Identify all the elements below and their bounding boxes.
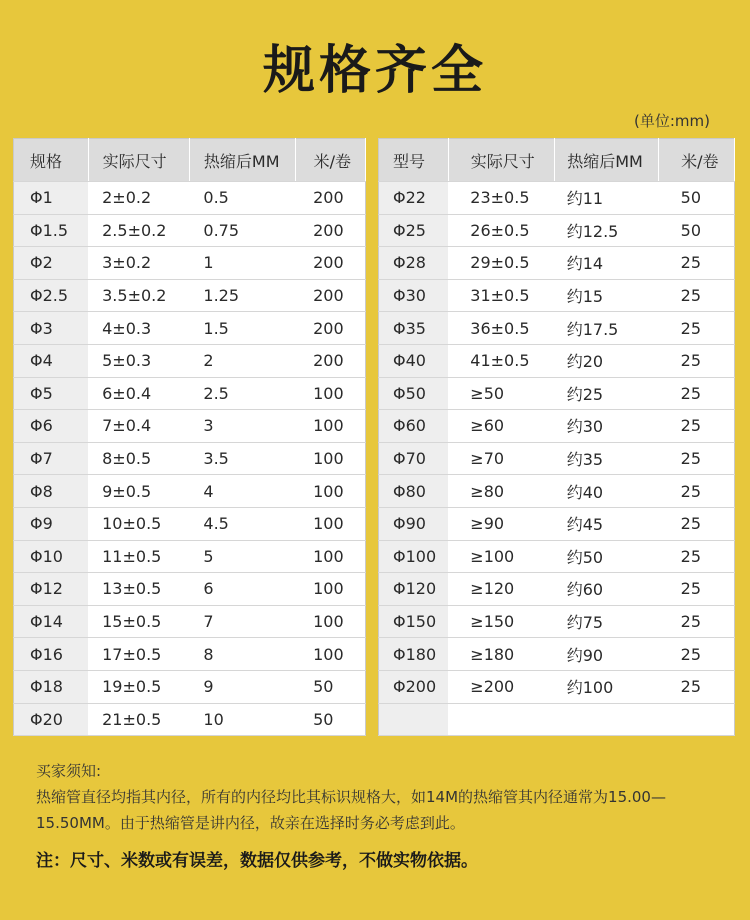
table-cell: 21±0.5 bbox=[88, 703, 189, 736]
table-cell: 36±0.5 bbox=[448, 312, 554, 345]
table-cell: Φ50 bbox=[379, 377, 449, 410]
table-cell: 25 bbox=[659, 605, 735, 638]
table-cell: Φ10 bbox=[14, 540, 89, 573]
table-cell: 约45 bbox=[555, 507, 659, 540]
table-cell: Φ180 bbox=[379, 638, 449, 671]
table-cell: 200 bbox=[295, 312, 365, 345]
table-cell: Φ30 bbox=[379, 279, 449, 312]
table-cell: 100 bbox=[295, 573, 365, 606]
table-cell: 10±0.5 bbox=[88, 507, 189, 540]
table-cell: 约20 bbox=[555, 344, 659, 377]
table-cell: 41±0.5 bbox=[448, 344, 554, 377]
table-row bbox=[379, 344, 735, 377]
table-cell: 25 bbox=[659, 540, 735, 573]
table-cell: ≥50 bbox=[448, 377, 554, 410]
unit-label: (单位:mm) bbox=[634, 112, 710, 130]
column-header-actual-size: 实际尺寸 bbox=[448, 139, 554, 182]
table-cell: 25 bbox=[659, 279, 735, 312]
table-cell: 0.5 bbox=[189, 182, 295, 215]
table-cell: Φ6 bbox=[14, 410, 89, 443]
table-cell: ≥120 bbox=[448, 573, 554, 606]
column-header-meters-per-roll: 米/卷 bbox=[659, 139, 735, 182]
table-cell: 3.5 bbox=[189, 442, 295, 475]
table-cell: 约40 bbox=[555, 475, 659, 508]
table-row bbox=[379, 182, 735, 215]
table-row bbox=[379, 540, 735, 573]
table-header-row bbox=[379, 139, 735, 182]
table-cell: 约90 bbox=[555, 638, 659, 671]
table-cell: 5 bbox=[189, 540, 295, 573]
table-cell: Φ8 bbox=[14, 475, 89, 508]
table-cell: ≥90 bbox=[448, 507, 554, 540]
table-cell bbox=[659, 703, 735, 736]
column-header-actual-size: 实际尺寸 bbox=[88, 139, 189, 182]
table-cell: 约75 bbox=[555, 605, 659, 638]
table-cell: 100 bbox=[295, 638, 365, 671]
table-cell: ≥180 bbox=[448, 638, 554, 671]
table-row bbox=[14, 410, 366, 443]
table-cell: Φ18 bbox=[14, 670, 89, 703]
table-cell: 约11 bbox=[555, 182, 659, 215]
table-cell: 100 bbox=[295, 377, 365, 410]
table-cell: 25 bbox=[659, 410, 735, 443]
spec-table-left bbox=[13, 138, 366, 736]
table-row bbox=[14, 475, 366, 508]
table-cell bbox=[379, 703, 449, 736]
table-cell: 17±0.5 bbox=[88, 638, 189, 671]
table-cell: Φ2 bbox=[14, 247, 89, 280]
table-cell: 3±0.2 bbox=[88, 247, 189, 280]
table-cell: 200 bbox=[295, 344, 365, 377]
table-cell: Φ4 bbox=[14, 344, 89, 377]
table-cell: 9 bbox=[189, 670, 295, 703]
table-cell: 100 bbox=[295, 605, 365, 638]
table-cell: 100 bbox=[295, 442, 365, 475]
table-cell: 200 bbox=[295, 182, 365, 215]
table-cell: 约35 bbox=[555, 442, 659, 475]
buyer-notes bbox=[36, 758, 726, 836]
table-row bbox=[14, 638, 366, 671]
table-row bbox=[379, 442, 735, 475]
table-cell: 3.5±0.2 bbox=[88, 279, 189, 312]
table-cell: 25 bbox=[659, 573, 735, 606]
table-cell: 4±0.3 bbox=[88, 312, 189, 345]
table-cell: 7±0.4 bbox=[88, 410, 189, 443]
table-cell: 2±0.2 bbox=[88, 182, 189, 215]
table-row bbox=[14, 442, 366, 475]
table-cell: Φ1.5 bbox=[14, 214, 89, 247]
table-row bbox=[14, 507, 366, 540]
table-row bbox=[379, 703, 735, 736]
table-cell: 25 bbox=[659, 344, 735, 377]
table-row bbox=[379, 377, 735, 410]
table-cell: 15±0.5 bbox=[88, 605, 189, 638]
spec-table-right bbox=[378, 138, 735, 736]
table-row bbox=[379, 670, 735, 703]
table-cell: 7 bbox=[189, 605, 295, 638]
table-cell: 0.75 bbox=[189, 214, 295, 247]
table-cell: 约30 bbox=[555, 410, 659, 443]
table-cell: 10 bbox=[189, 703, 295, 736]
table-cell: 50 bbox=[659, 214, 735, 247]
column-header-meters-per-roll: 米/卷 bbox=[295, 139, 365, 182]
table-cell: ≥80 bbox=[448, 475, 554, 508]
table-cell: 2.5 bbox=[189, 377, 295, 410]
table-cell: Φ25 bbox=[379, 214, 449, 247]
table-row bbox=[379, 410, 735, 443]
table-cell: 约15 bbox=[555, 279, 659, 312]
table-cell: Φ1 bbox=[14, 182, 89, 215]
table-cell: 25 bbox=[659, 638, 735, 671]
table-row bbox=[14, 377, 366, 410]
table-cell bbox=[448, 703, 554, 736]
table-cell: 50 bbox=[295, 703, 365, 736]
table-cell: Φ35 bbox=[379, 312, 449, 345]
notes-heading: 买家须知: bbox=[36, 762, 102, 780]
table-cell: Φ60 bbox=[379, 410, 449, 443]
table-cell: 约25 bbox=[555, 377, 659, 410]
table-cell: 1.25 bbox=[189, 279, 295, 312]
table-cell: Φ2.5 bbox=[14, 279, 89, 312]
table-cell: 6±0.4 bbox=[88, 377, 189, 410]
table-cell: 26±0.5 bbox=[448, 214, 554, 247]
table-row bbox=[14, 214, 366, 247]
table-cell: 19±0.5 bbox=[88, 670, 189, 703]
table-cell: 100 bbox=[295, 475, 365, 508]
table-row bbox=[379, 507, 735, 540]
table-cell: 23±0.5 bbox=[448, 182, 554, 215]
table-cell: 11±0.5 bbox=[88, 540, 189, 573]
table-cell: 100 bbox=[295, 410, 365, 443]
column-header-model: 型号 bbox=[379, 139, 449, 182]
table-cell: 200 bbox=[295, 214, 365, 247]
table-cell: Φ150 bbox=[379, 605, 449, 638]
table-cell: Φ9 bbox=[14, 507, 89, 540]
table-row bbox=[14, 703, 366, 736]
table-cell: Φ14 bbox=[14, 605, 89, 638]
table-cell: 约60 bbox=[555, 573, 659, 606]
table-cell: 4 bbox=[189, 475, 295, 508]
table-row bbox=[14, 344, 366, 377]
table-cell: ≥60 bbox=[448, 410, 554, 443]
table-row bbox=[379, 605, 735, 638]
table-cell: Φ100 bbox=[379, 540, 449, 573]
table-cell: 25 bbox=[659, 475, 735, 508]
table-row bbox=[379, 279, 735, 312]
table-cell: Φ70 bbox=[379, 442, 449, 475]
table-cell: 13±0.5 bbox=[88, 573, 189, 606]
table-cell: Φ5 bbox=[14, 377, 89, 410]
table-cell: 200 bbox=[295, 247, 365, 280]
table-cell: ≥200 bbox=[448, 670, 554, 703]
table-cell: 2 bbox=[189, 344, 295, 377]
table-cell: Φ16 bbox=[14, 638, 89, 671]
table-cell: 9±0.5 bbox=[88, 475, 189, 508]
table-cell: 25 bbox=[659, 442, 735, 475]
table-cell: 4.5 bbox=[189, 507, 295, 540]
table-cell: 8±0.5 bbox=[88, 442, 189, 475]
table-cell: Φ120 bbox=[379, 573, 449, 606]
table-cell: Φ28 bbox=[379, 247, 449, 280]
table-row bbox=[379, 312, 735, 345]
table-cell bbox=[555, 703, 659, 736]
table-cell: 约14 bbox=[555, 247, 659, 280]
table-row bbox=[14, 540, 366, 573]
table-row bbox=[14, 247, 366, 280]
table-cell: Φ200 bbox=[379, 670, 449, 703]
table-cell: 25 bbox=[659, 377, 735, 410]
table-cell: 8 bbox=[189, 638, 295, 671]
column-header-after-shrink: 热缩后MM bbox=[555, 139, 659, 182]
table-cell: 50 bbox=[659, 182, 735, 215]
table-cell: 100 bbox=[295, 540, 365, 573]
table-cell: ≥150 bbox=[448, 605, 554, 638]
notes-body: 热缩管直径均指其内径，所有的内径均比其标识规格大，如14M的热缩管其内径通常为15.00—15.50MM。由于热缩管是讲内径，故亲在选择时务必考虑到此。 bbox=[36, 788, 666, 832]
table-cell: 5±0.3 bbox=[88, 344, 189, 377]
table-row bbox=[14, 573, 366, 606]
table-row bbox=[14, 605, 366, 638]
table-cell: 200 bbox=[295, 279, 365, 312]
table-cell: Φ22 bbox=[379, 182, 449, 215]
table-cell: 25 bbox=[659, 312, 735, 345]
table-cell: 25 bbox=[659, 507, 735, 540]
table-cell: Φ20 bbox=[14, 703, 89, 736]
table-cell: Φ40 bbox=[379, 344, 449, 377]
table-cell: 1 bbox=[189, 247, 295, 280]
table-row bbox=[14, 182, 366, 215]
table-cell: 1.5 bbox=[189, 312, 295, 345]
column-header-after-shrink: 热缩后MM bbox=[189, 139, 295, 182]
table-cell: Φ80 bbox=[379, 475, 449, 508]
table-cell: 约17.5 bbox=[555, 312, 659, 345]
table-cell: 31±0.5 bbox=[448, 279, 554, 312]
table-cell: 约50 bbox=[555, 540, 659, 573]
table-cell: Φ90 bbox=[379, 507, 449, 540]
table-row bbox=[379, 638, 735, 671]
table-cell: Φ12 bbox=[14, 573, 89, 606]
table-row bbox=[14, 279, 366, 312]
table-cell: 100 bbox=[295, 507, 365, 540]
table-row bbox=[379, 247, 735, 280]
table-cell: Φ7 bbox=[14, 442, 89, 475]
table-cell: 3 bbox=[189, 410, 295, 443]
table-cell: Φ3 bbox=[14, 312, 89, 345]
table-cell: 6 bbox=[189, 573, 295, 606]
table-row bbox=[379, 214, 735, 247]
table-cell: 约12.5 bbox=[555, 214, 659, 247]
table-cell: 29±0.5 bbox=[448, 247, 554, 280]
table-row bbox=[14, 670, 366, 703]
table-cell: 约100 bbox=[555, 670, 659, 703]
page-title: 规格齐全 bbox=[262, 41, 487, 101]
table-cell: 2.5±0.2 bbox=[88, 214, 189, 247]
column-header-spec: 规格 bbox=[14, 139, 89, 182]
table-cell: 50 bbox=[295, 670, 365, 703]
table-cell: ≥70 bbox=[448, 442, 554, 475]
table-cell: 25 bbox=[659, 247, 735, 280]
table-cell: ≥100 bbox=[448, 540, 554, 573]
table-row bbox=[379, 475, 735, 508]
table-header-row bbox=[14, 139, 366, 182]
table-row bbox=[14, 312, 366, 345]
table-cell: 25 bbox=[659, 670, 735, 703]
disclaimer-note: 注：尺寸、米数或有误差，数据仅供参考，不做实物依据。 bbox=[36, 851, 478, 871]
table-row bbox=[379, 573, 735, 606]
